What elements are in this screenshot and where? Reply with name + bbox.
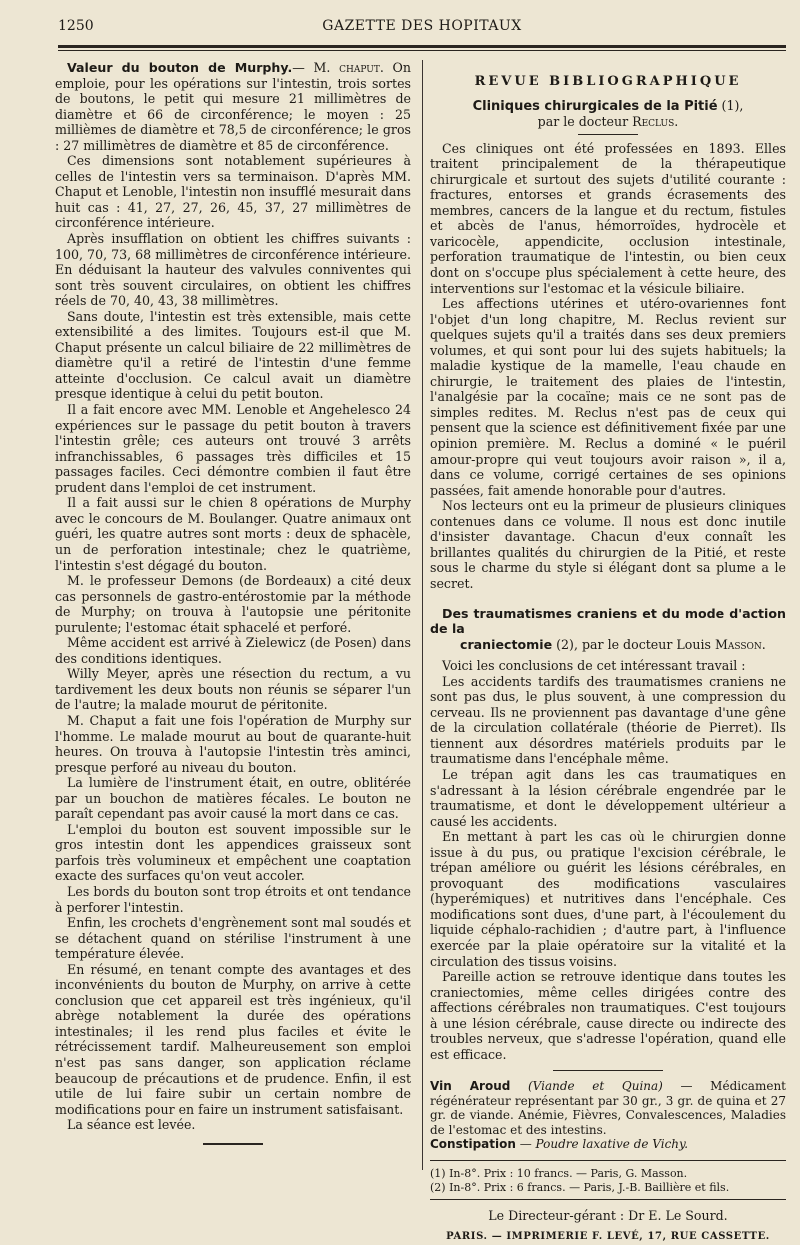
page-number: 1250 bbox=[58, 18, 94, 34]
header-rule-thin bbox=[58, 50, 786, 51]
page-header bbox=[58, 14, 786, 38]
paragraph: Enfin, les crochets d'engrènement sont mal soudés et se détachent quand on stérilise l'instrument à une température élevée. bbox=[55, 915, 411, 962]
paragraph: Sans doute, l'intestin est très extensible, mais cette extensibilité a des limites. Toujours est-il que M. Chaput présente un calcul biliaire de 22 millimètres de diamètre qu'il a retiré de l'intestin d'une femme atteinte d'occlusion. Ce calcul avait un diamètre presque identique à celui du petit bouton. bbox=[55, 308, 411, 402]
paragraph: Ces dimensions sont notablement supérieures à celles de l'intestin vers sa terminaison. D'après MM. Chaput et Lenoble, l'intestin non insufflé mesurait dans huit cas : 41, 27, 27, 26, 45, 37, 27 millimètres de circonférence intérieure. bbox=[55, 153, 411, 231]
footnote-rule-bottom bbox=[430, 1199, 786, 1200]
article-author: — M. chaput. bbox=[292, 60, 384, 75]
paragraph: Les affections utérines et utéro-ovariennes font l'objet d'un long chapitre, M. Reclus revient sur quelques sujets qu'il a traités dans ses deux premiers volumes, et qui sont pour lui des sujets habituels; la maladie kystique de la mamelle, l'eau chaude en chirurgie, le traitement des plaies de l'intestin, l'analgésie par la cocaïne; mais ce ne sont pas de simples redites. M. Reclus n'est pas de ceux qui pensent que la science est définitivement fixée par une opinion première. M. Reclus a dominé « le puéril amour-propre qui veut toujours avoir raison », il a, dans ce volume, corrigé certaines de ses opinions passées, fait amende honorable pour d'autres. bbox=[430, 296, 786, 498]
review-byline-1: par le docteur Reclus. bbox=[537, 114, 679, 130]
paragraph: Les bords du bouton sont trop étroits et ont tendance à perforer l'intestin. bbox=[55, 883, 411, 915]
paragraph: Pareille action se retrouve identique dans toutes les craniectomies, même celles dirigées contre des affections cérébrales non traumatiques. C'est toujours à une lésion cérébrale, cause directe ou indirecte des troubles nerveux, que s'adresse l'opération, quand elle est efficace. bbox=[430, 969, 786, 1062]
paragraph: La lumière de l'instrument était, en outre, oblitérée par un bouchon de matières fécales. Le bouton ne paraît cependant pas avoir causé la mort dans ce cas. bbox=[55, 775, 411, 822]
paragraph: Après insufflation on obtient les chiffres suivants : 100, 70, 73, 68 millimètres de circonférence intérieure. En déduisant la hauteur des valvules conniventes qui sont très souvent circulaires, on obtient les chiffres réels de 70, 40, 43, 38 millimètres. bbox=[55, 231, 411, 309]
paragraph: En résumé, en tenant compte des avantages et des inconvénients du bouton de Murphy, on arrive à cette conclusion que cet appareil est très ingénieux, qu'il abrège notablement la durée des opérations intestinales; il les rend plus faciles et évite le rétrécissement tardif. Malheureusement son emploi n'est pas sans danger, son application réclame beaucoup de précautions et de prudence. Enfin, il est utile de lui faire subir un certain nombre de modifications pour en faire un instrument satisfaisant. bbox=[55, 961, 411, 1117]
paragraph: Ces cliniques ont été professées en 1893. Elles traitent principalement de la thérapeutique chirurgicale et surtout des sujets d'utilité courante : fractures, entorses et grands écrasements des membres, cancers de la langue et du rectum, fistules et abcès de l'anus, hémorroïdes, hydrocèle et varicocèle, appendicite, occlusion intestinale, perforation traumatique de l'intestin, ou bien ceux dont on s'occupe plus spécialement à cette heure, des interventions sur l'estomac et la vésicule biliaire. bbox=[430, 140, 786, 296]
running-title: GAZETTE DES HOPITAUX bbox=[322, 18, 522, 34]
paragraph: Même accident est arrivé à Zielewicz (de Posen) dans des conditions identiques. bbox=[55, 635, 411, 666]
paragraph: Le trépan agit dans les cas traumatiques en s'adressant à la lésion cérébrale engendrée par le traumatisme, et dont le développement ultérieur a causé les accidents. bbox=[430, 766, 786, 829]
review-title-2: Des traumatismes craniens et du mode d'action de la craniectomie (2), par le docteur Louis Masson. bbox=[430, 605, 786, 652]
footnote: (2) In-8°. Prix : 6 francs. — Paris, J.-B. Baillière et fils. bbox=[430, 1180, 730, 1194]
article-title: Valeur du bouton de Murphy. bbox=[67, 60, 293, 75]
paragraph: En mettant à part les cas où le chirurgien donne issue à du pus, ou pratique l'excision cérébrale, le trépan améliore ou guérit les lésions cérébrales, en provoquant des modifications vasculaires (hyperémiques) et nutritives dans l'encéphale. Ces modifications sont dues, d'une part, à l'écoulement du liquide céphalo-rachidien ; d'autre part, à l'influence exercée par la plaie opératoire sur la vitalité et la circulation des tissus voisins. bbox=[430, 829, 786, 969]
paragraph: L'emploi du bouton est souvent impossible sur le gros intestin dont les appendices graisseux sont parfois très volumineux et empêchent une coaptation exacte des surfaces qu'on veut accoler. bbox=[55, 821, 411, 884]
paragraph: Willy Meyer, après une résection du rectum, a vu tardivement les deux bouts non réunis se séparer l'un de l'autre; la malade mourut de péritonite. bbox=[55, 666, 411, 713]
footnote-rule bbox=[430, 1160, 786, 1161]
signature: Le Directeur-gérant : Dr E. Le Sourd. bbox=[488, 1207, 728, 1223]
paragraph: M. le professeur Demons (de Bordeaux) a cité deux cas personnels de gastro-entérostomie par la méthode de Murphy; on trouva à l'autopsie une péritonite purulente; l'estomac était sphacelé et perforé. bbox=[55, 573, 411, 635]
paragraph: Il a fait aussi sur le chien 8 opérations de Murphy avec le concours de M. Boulanger. Quatre animaux ont guéri, les quatre autres sont morts : deux de sphacèle, un de perforation intestinale; chez le quatrième, l'intestin s'est dégagé du bouton. bbox=[55, 495, 411, 573]
paragraph: M. Chaput a fait une fois l'opération de Murphy sur l'homme. Le malade mourut au bout de quarante-huit heures. On trouva à l'autopsie l'intestin très aminci, presque perforé au niveau du bouton. bbox=[55, 712, 411, 775]
paragraph: Nos lecteurs ont eu la primeur de plusieurs cliniques contenues dans ce volume. Il nous est donc inutile d'insister davantage. Chacun d'eux connaît les brillantes qualités du chirurgien de la Pitié, et reste sous le charme du style si élégant dont sa plume a le secret. bbox=[430, 498, 786, 591]
imprint-line: PARIS. — IMPRIMERIE F. LEVÉ, 17, RUE CASSETTE. bbox=[446, 1231, 770, 1243]
left-column bbox=[55, 60, 411, 1145]
paragraph: La séance est levée. bbox=[67, 1117, 196, 1133]
review-title-1: Cliniques chirurgicales de la Pitié (1), bbox=[472, 97, 744, 114]
paragraph: Voici les conclusions de cet intéressant travail : bbox=[442, 658, 746, 674]
footnote: (1) In-8°. Prix : 10 francs. — Paris, G. Masson. bbox=[430, 1166, 688, 1180]
right-column bbox=[430, 60, 786, 1245]
article-lead-paragraph: Valeur du bouton de Murphy.— M. chaput. On emploie, pour les opérations sur l'intestin, trois sortes de boutons, le petit qui mesure 21 millimètres de diamètre et 66 de circonférence; le moyen : 25 millièmes de diamètre et 78,5 de circonférence; le gros : 27 millimètres de diamètre et 85 de circonférence. bbox=[55, 60, 411, 153]
section-title: REVUE BIBLIOGRAPHIQUE bbox=[474, 74, 742, 89]
section-rule bbox=[553, 1070, 663, 1071]
header-rule-thick bbox=[58, 45, 786, 48]
advertisement: Vin Aroud (Viande et Quina) — Médicament régénérateur représentant par 30 gr., 3 gr. de quina et 27 gr. de viande. Anémie, Fièvres, Convalescences, Maladies de l'estomac et des intestins. Constipation — Poudre laxative de Vichy. bbox=[430, 1079, 786, 1152]
paragraph: Il a fait encore avec MM. Lenoble et Angehelesco 24 expériences sur le passage du petit bouton à travers l'intestin grêle; ces auteurs ont trouvé 3 arrêts infranchissables, 6 passages très difficiles et 15 passages faciles. Ceci démontre combien il faut être prudent dans l'emploi de cet instrument. bbox=[55, 402, 411, 495]
column-separator bbox=[422, 60, 423, 1170]
title-rule bbox=[578, 134, 638, 135]
end-ornament bbox=[203, 1143, 263, 1145]
paragraph: Les accidents tardifs des traumatismes craniens ne sont pas dus, le plus souvent, à une compression du cerveau. Ils ne proviennent pas davantage d'une gêne de la circulation collatérale (théorie de Pierret). Ils tiennent aux désordres matériels produits par le traumatisme dans l'encéphale même. bbox=[430, 673, 786, 767]
